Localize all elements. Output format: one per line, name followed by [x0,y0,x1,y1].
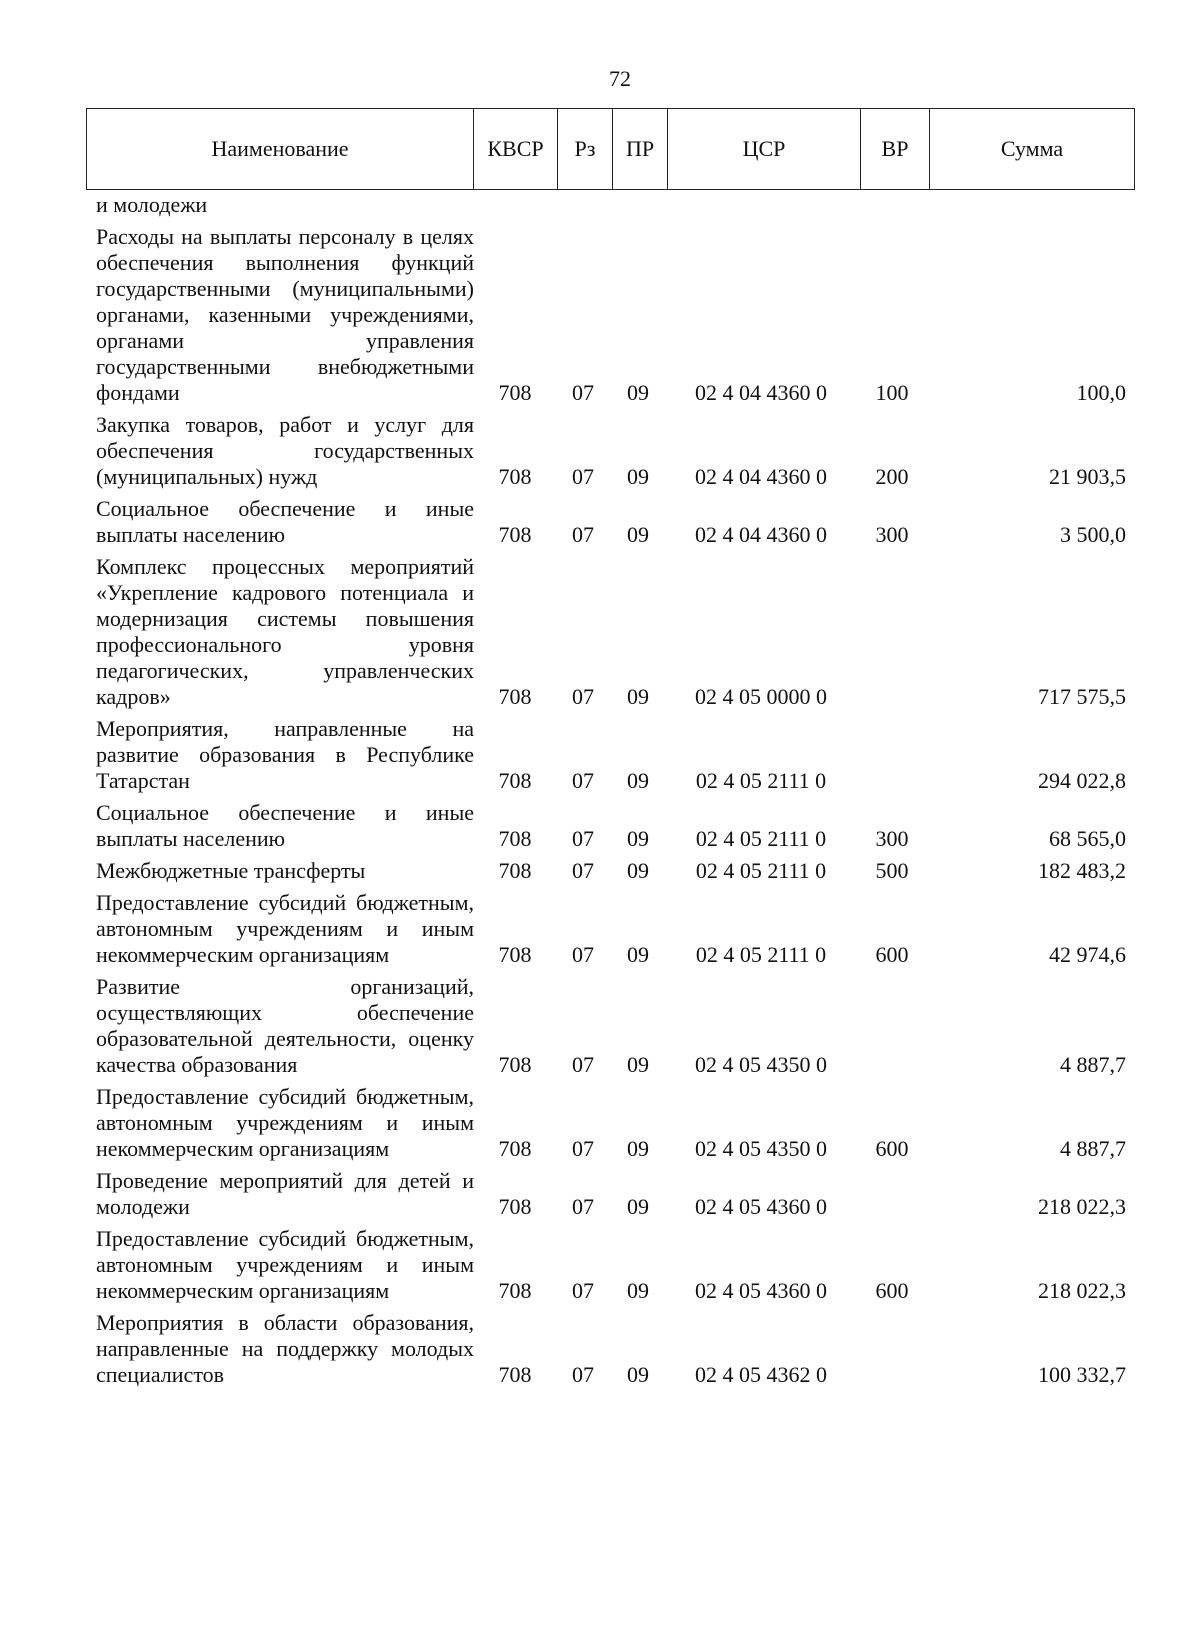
row-pr: 09 [627,684,649,709]
header-vr: ВР [861,109,930,190]
row-vr: 200 [875,464,909,489]
row-list [96,224,1136,1388]
row-pr: 09 [627,522,649,547]
table-row [96,716,1136,794]
row-name: Расходы на выплаты персоналу в целях обеспечения выполнения функций государственными (муниципальными) органами, казенными учреждениями, органами управления государственными внебюджетными фондами [96,224,474,405]
row-sum: 4 887,7 [1060,1052,1126,1077]
row-sum: 218 022,3 [1038,1194,1126,1219]
row-kvsr: 708 [498,380,532,405]
row-name: Развитие организаций, осуществляющих обеспечение образовательной деятельности, оценку качества образования [96,974,474,1077]
row-kvsr: 708 [498,826,532,851]
page-number: 72 [609,66,631,91]
row-csr: 02 4 04 4360 0 [695,522,827,547]
row-sum: 100 332,7 [1038,1362,1126,1387]
row-vr: 600 [875,1136,909,1161]
row-rz: 07 [572,684,594,709]
row-name: Межбюджетные трансферты [96,858,366,883]
header-rz: Рз [558,109,613,190]
row-csr: 02 4 04 4360 0 [695,464,827,489]
row-kvsr: 708 [498,1362,532,1387]
row-kvsr: 708 [498,1194,532,1219]
row-name: Предоставление субсидий бюджетным, автономным учреждениям и иным некоммерческим организациям [96,1084,474,1161]
row-rz: 07 [572,380,594,405]
header-csr: ЦСР [668,109,861,190]
row-csr: 02 4 05 0000 0 [695,684,827,709]
row-vr: 600 [875,1278,909,1303]
row-pr: 09 [627,1052,649,1077]
table-row [96,1310,1136,1388]
header-kvsr: КВСР [474,109,558,190]
row-pr: 09 [627,1194,649,1219]
row-name: Социальное обеспечение и иные выплаты населению [96,496,474,547]
row-vr: 100 [875,380,909,405]
row-kvsr: 708 [498,942,532,967]
row-rz: 07 [572,826,594,851]
row-rz: 07 [572,942,594,967]
table-body [96,192,1136,1388]
row-csr: 02 4 05 4350 0 [695,1052,827,1077]
row-sum: 100,0 [1076,380,1126,405]
row-rz: 07 [572,858,594,883]
row-sum: 3 500,0 [1060,522,1126,547]
row-name: Комплекс процессных мероприятий «Укрепление кадрового потенциала и модернизация системы повышения профессионального уровня педагогических, управленческих кадров» [96,554,474,709]
row-csr: 02 4 05 4360 0 [695,1278,827,1303]
row-csr: 02 4 05 2111 0 [695,942,827,967]
row-vr: 500 [875,858,909,883]
row-sum: 294 022,8 [1038,768,1126,793]
row-pr: 09 [627,464,649,489]
row-sum: 182 483,2 [1038,858,1126,883]
row-rz: 07 [572,522,594,547]
table-row [96,224,1136,406]
row-name: Социальное обеспечение и иные выплаты населению [96,800,474,851]
row-name: Мероприятия в области образования, направленные на поддержку молодых специалистов [96,1310,474,1387]
row-rz: 07 [572,1278,594,1303]
row-kvsr: 708 [498,522,532,547]
row-sum: 68 565,0 [1049,826,1126,851]
row-pr: 09 [627,1278,649,1303]
row-csr: 02 4 05 4360 0 [695,1194,827,1219]
header-sum: Сумма [930,109,1135,190]
table-row [96,554,1136,710]
header-name: Наименование [87,109,474,190]
row-rz: 07 [572,768,594,793]
row-name: Мероприятия, направленные на развитие образования в Республике Татарстан [96,716,474,793]
row-sum: 4 887,7 [1060,1136,1126,1161]
row-sum: 42 974,6 [1049,942,1126,967]
row-kvsr: 708 [498,858,532,883]
row-csr: 02 4 04 4360 0 [695,380,827,405]
row-kvsr: 708 [498,1278,532,1303]
table-row [96,974,1136,1078]
continuation-text: и молодежи [96,192,208,217]
row-kvsr: 708 [498,1052,532,1077]
table-row [96,1226,1136,1304]
table-row [96,412,1136,490]
row-name: Предоставление субсидий бюджетным, автономным учреждениям и иным некоммерческим организациям [96,890,474,967]
row-rz: 07 [572,464,594,489]
row-sum: 21 903,5 [1049,464,1126,489]
row-vr: 300 [875,522,909,547]
row-sum: 717 575,5 [1038,684,1126,709]
row-csr: 02 4 05 2111 0 [695,858,827,883]
row-vr: 600 [875,942,909,967]
row-csr: 02 4 05 2111 0 [695,768,827,793]
row-pr: 09 [627,768,649,793]
row-kvsr: 708 [498,464,532,489]
row-pr: 09 [627,942,649,967]
row-name: Проведение мероприятий для детей и молодежи [96,1168,474,1219]
row-rz: 07 [572,1136,594,1161]
row-pr: 09 [627,858,649,883]
row-kvsr: 708 [498,684,532,709]
row-pr: 09 [627,380,649,405]
row-csr: 02 4 05 2111 0 [695,826,827,851]
row-rz: 07 [572,1362,594,1387]
table-row [96,496,1136,548]
row-pr: 09 [627,1136,649,1161]
row-pr: 09 [627,1362,649,1387]
table-header [86,108,1135,190]
row-csr: 02 4 05 4362 0 [695,1362,827,1387]
table-row [96,858,1136,884]
table-row [96,890,1136,968]
table-row [96,1168,1136,1220]
row-name: Закупка товаров, работ и услуг для обеспечения государственных (муниципальных) нужд [96,412,474,489]
table-row [96,800,1136,852]
row-rz: 07 [572,1052,594,1077]
row-sum: 218 022,3 [1038,1278,1126,1303]
table-row [96,1084,1136,1162]
row-kvsr: 708 [498,768,532,793]
row-csr: 02 4 05 4350 0 [695,1136,827,1161]
row-name: Предоставление субсидий бюджетным, автономным учреждениям и иным некоммерческим организациям [96,1226,474,1303]
row-kvsr: 708 [498,1136,532,1161]
row-rz: 07 [572,1194,594,1219]
header-pr: ПР [613,109,668,190]
row-pr: 09 [627,826,649,851]
row-vr: 300 [875,826,909,851]
